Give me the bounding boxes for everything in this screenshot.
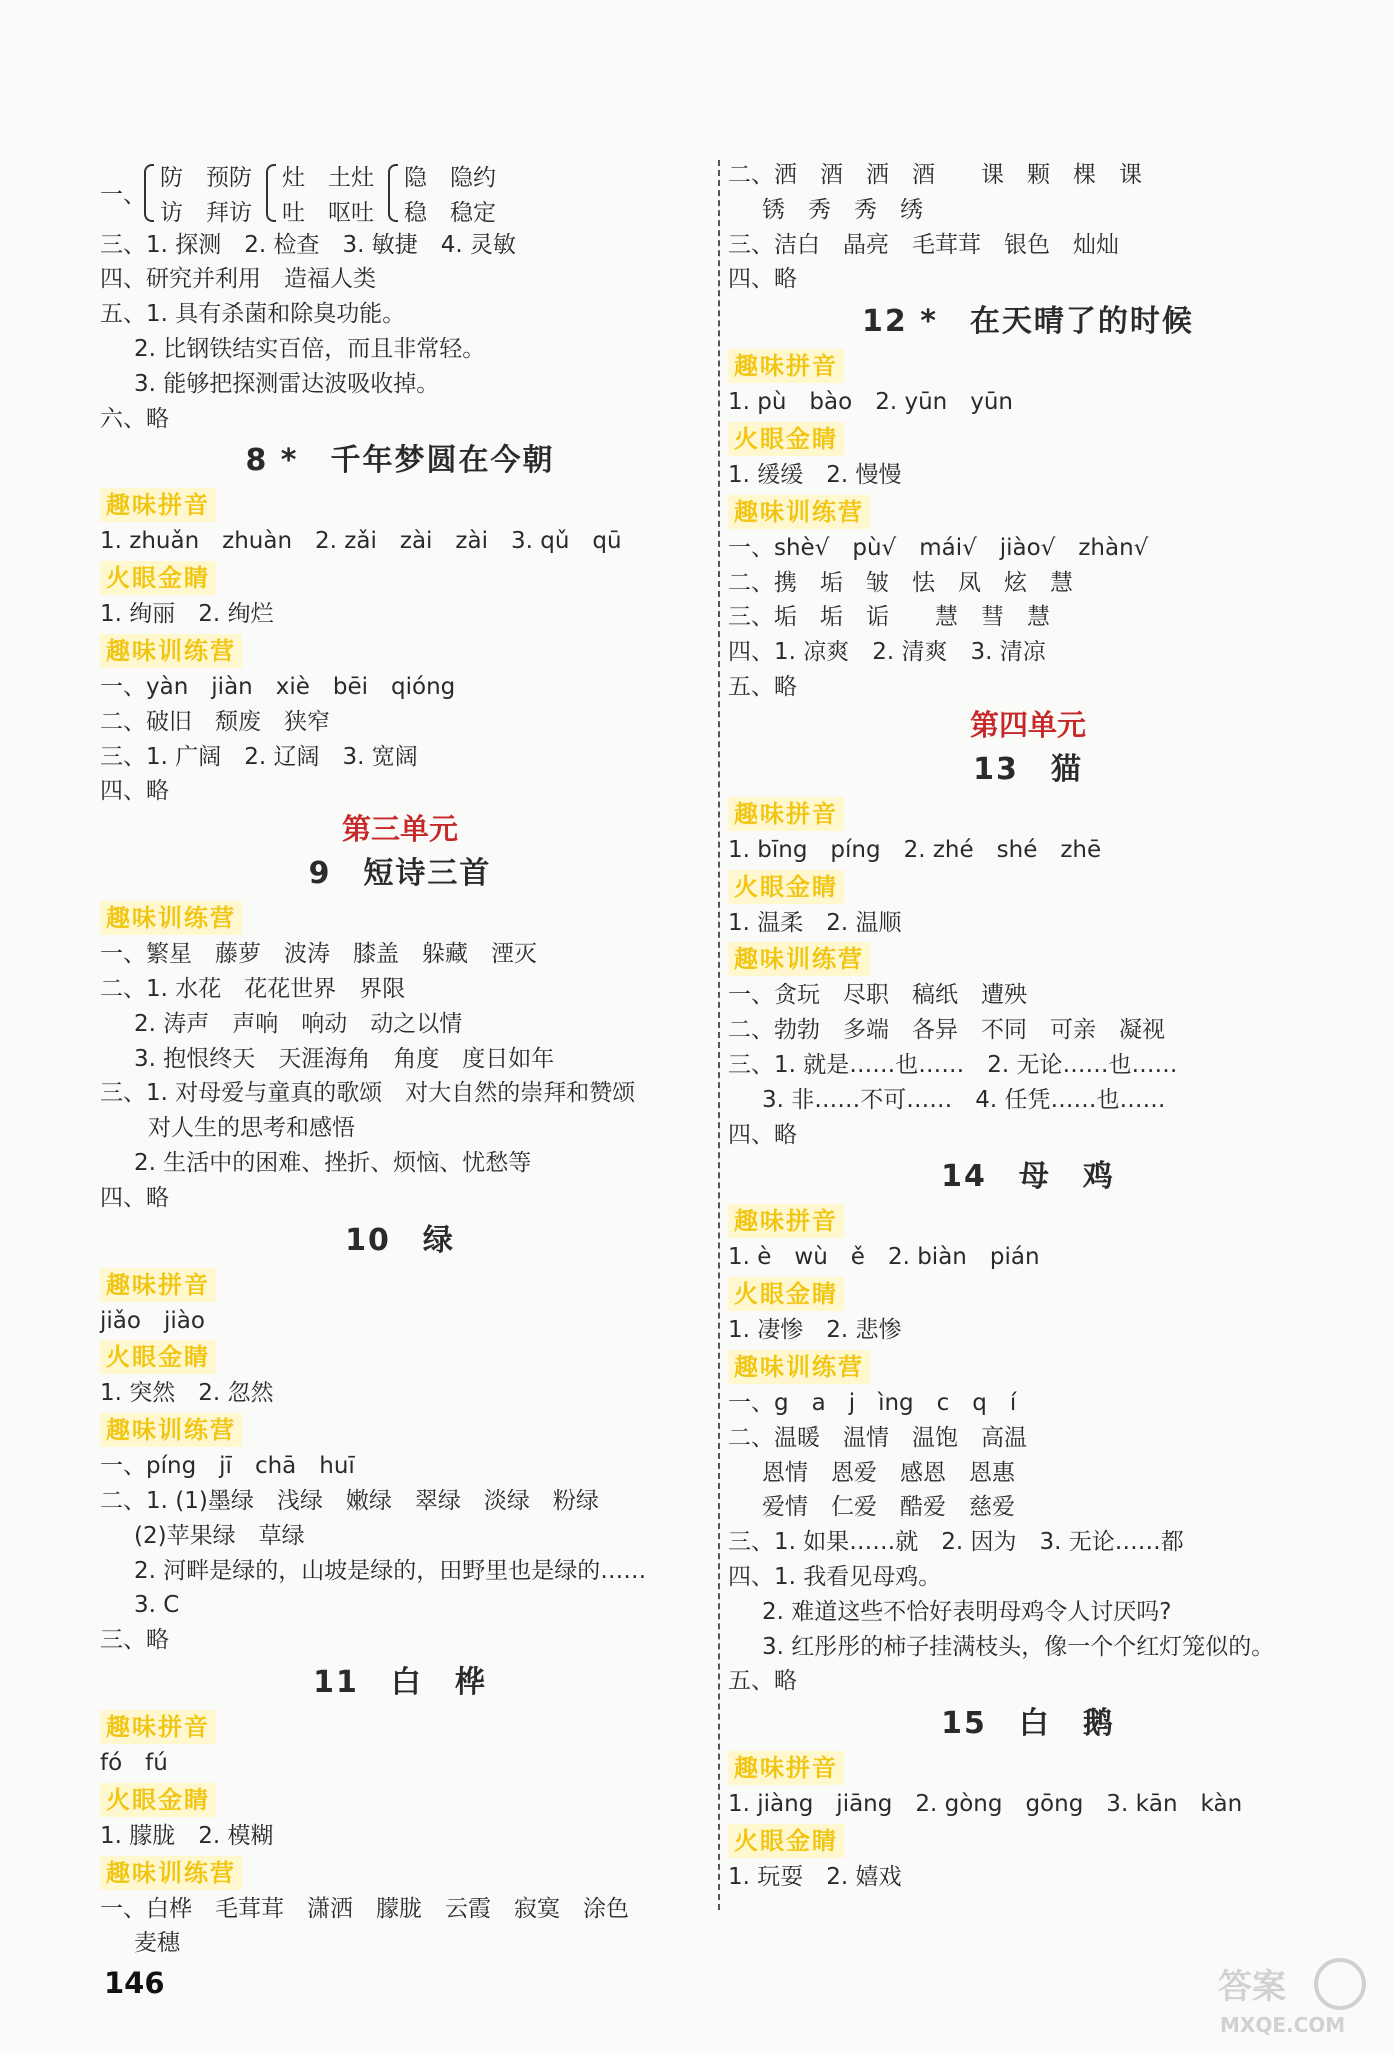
answer-line: 1. 缓缓 2. 慢慢 <box>728 461 902 488</box>
answer-line: 3. 抱恨终天 天涯海角 角度 度日如年 <box>134 1045 555 1072</box>
answer-line: 二、1. 水花 花花世界 界限 <box>100 975 406 1002</box>
answer-line: 1. 玩耍 2. 嬉戏 <box>728 1863 902 1890</box>
watermark-logo <box>1210 1950 1370 2040</box>
section-label: 趣味训练营 <box>100 634 242 668</box>
section-label: 趣味训练营 <box>728 942 870 976</box>
answer-line: 二、1. (1)墨绿 浅绿 嫩绿 翠绿 淡绿 粉绿 <box>100 1487 599 1514</box>
answer-line: fó fú <box>100 1749 168 1776</box>
answer-line: 3. C <box>134 1592 180 1619</box>
answer-line: 2. 涛声 声响 响动 动之以情 <box>134 1010 463 1037</box>
answer-line: 三、1. 探测 2. 检查 3. 敏捷 4. 灵敏 <box>100 231 517 258</box>
answer-line: 一、yàn jiàn xiè bēi qióng <box>100 673 456 700</box>
answer-line: 1. zhuǎn zhuàn 2. zǎi zài zài 3. qǔ qū <box>100 528 622 555</box>
word-pair: 隐 隐约 <box>404 164 496 191</box>
answer-line: 一、g a j ìng c q í <box>728 1389 1017 1416</box>
answer-line: 1. è wù ě 2. biàn pián <box>728 1244 1040 1271</box>
answer-line: 2. 生活中的困难、挫折、烦恼、忧愁等 <box>134 1149 532 1176</box>
answer-line: 二、破旧 颓废 狭窄 <box>100 708 330 735</box>
answer-line: 1. 温柔 2. 温顺 <box>728 909 902 936</box>
brace-icon <box>388 164 398 222</box>
answer-line: 一、píng jī chā huī <box>100 1453 355 1480</box>
homophone-groups <box>100 158 700 228</box>
answer-block <box>100 1892 700 1962</box>
answer-line: 3. 红彤彤的柿子挂满枝头，像一个个红灯笼似的。 <box>762 1633 1275 1660</box>
section-label: 趣味训练营 <box>728 495 870 529</box>
answer-line: 1. jiàng jiāng 2. gòng gōng 3. kān kàn <box>728 1791 1243 1818</box>
lesson-title: 15 白 鹅 <box>941 1706 1115 1742</box>
answer-block <box>100 937 700 1215</box>
answer-line: jiǎo jiào <box>100 1307 205 1334</box>
answer-line: 六、略 <box>100 405 169 432</box>
answer-line: 一、贪玩 尽职 稿纸 遭殃 <box>728 982 1027 1009</box>
section-label: 趣味拼音 <box>728 1751 844 1785</box>
lesson-title: 11 白 桦 <box>313 1664 487 1700</box>
brace-icon <box>266 164 276 222</box>
answer-line: 三、垢 垢 诟 慧 彗 慧 <box>728 604 1050 631</box>
answer-line: 五、1. 具有杀菌和除臭功能。 <box>100 301 406 328</box>
column-divider <box>718 160 720 1910</box>
answer-line: 1. 凄惨 2. 悲惨 <box>728 1317 902 1344</box>
section-label: 趣味拼音 <box>100 1268 216 1302</box>
word-pair: 访 拜访 <box>160 199 252 226</box>
section-label: 趣味训练营 <box>100 1413 242 1447</box>
section-label: 火眼金睛 <box>728 422 844 456</box>
section-label: 趣味训练营 <box>100 901 242 935</box>
answer-line: 二、洒 酒 洒 酒 课 颗 棵 课 <box>728 162 1142 188</box>
section-label: 火眼金睛 <box>100 1783 216 1817</box>
lesson-title: 13 猫 <box>973 751 1083 787</box>
answer-line: 四、1. 凉爽 2. 清爽 3. 清凉 <box>728 639 1046 666</box>
answer-line: 3. 非……不可…… 4. 任凭……也…… <box>762 1086 1166 1113</box>
answer-line: 1. bīng píng 2. zhé shé zhē <box>728 836 1102 863</box>
section-label: 趣味训练营 <box>728 1350 870 1384</box>
lesson-title: 12 * 在天晴了的时候 <box>862 304 1194 340</box>
answer-line: 麦穗 <box>134 1930 180 1957</box>
svg-text:答案: 答案 <box>1218 1967 1286 2007</box>
answer-line: 一、繁星 藤萝 波涛 膝盖 躲藏 湮灭 <box>100 941 537 968</box>
section-label: 火眼金睛 <box>728 870 844 904</box>
answer-line: 一、shè√ pù√ mái√ jiào√ zhàn√ <box>728 534 1149 561</box>
section-label: 火眼金睛 <box>100 1340 216 1374</box>
answer-line: 四、略 <box>100 1184 169 1211</box>
answer-block <box>728 978 1328 1152</box>
section-label: 火眼金睛 <box>728 1824 844 1858</box>
answer-line: 对人生的思考和感悟 <box>148 1115 355 1142</box>
answer-line: 四、1. 我看见母鸡。 <box>728 1563 942 1590</box>
answer-block <box>100 1449 700 1658</box>
answer-line: 三、1. 就是……也…… 2. 无论……也…… <box>728 1051 1178 1078</box>
answer-line: 二、勃勃 多端 各异 不同 可亲 凝视 <box>728 1017 1165 1044</box>
word-pair: 吐 呕吐 <box>282 199 374 226</box>
answer-line: 恩情 恩爱 感恩 恩惠 <box>762 1459 1015 1486</box>
answer-line: 四、研究并利用 造福人类 <box>100 266 376 293</box>
section-label: 火眼金睛 <box>728 1277 844 1311</box>
answer-line: 五、略 <box>728 673 797 700</box>
answer-line: 三、1. 如果……就 2. 因为 3. 无论……都 <box>728 1529 1184 1556</box>
page-number: 146 <box>104 1966 165 2000</box>
section-label: 趣味拼音 <box>100 488 216 522</box>
answer-line: 一、白桦 毛茸茸 潇洒 朦胧 云霞 寂寞 涂色 <box>100 1895 629 1922</box>
answer-line: 三、1. 广阔 2. 辽阔 3. 宽阔 <box>100 743 418 770</box>
answer-line: 3. 能够把探测雷达波吸收掉。 <box>134 370 440 397</box>
answer-line: 二、温暖 温情 温饱 高温 <box>728 1424 1027 1451</box>
left-column <box>100 158 700 1961</box>
answer-block <box>728 158 1328 297</box>
answer-line: 1. 绚丽 2. 绚烂 <box>100 601 274 628</box>
svg-text:MXQE.COM: MXQE.COM <box>1220 2013 1346 2037</box>
brace-group <box>388 158 496 228</box>
brace-icon <box>144 164 154 222</box>
answer-line: (2)苹果绿 草绿 <box>134 1522 305 1549</box>
section-label: 趣味拼音 <box>728 797 844 831</box>
answer-line: 1. pù bào 2. yūn yūn <box>728 389 1013 416</box>
answer-line: 爱情 仁爱 酷爱 慈爱 <box>762 1494 1015 1521</box>
answer-line: 2. 难道这些不恰好表明母鸡令人讨厌吗? <box>762 1598 1172 1625</box>
word-pair: 稳 稳定 <box>404 199 496 226</box>
section-label: 趣味拼音 <box>100 1710 216 1744</box>
answer-line: 2. 河畔是绿的，山坡是绿的，田野里也是绿的…… <box>134 1557 647 1584</box>
answer-line: 四、略 <box>728 1121 797 1148</box>
right-column <box>728 158 1328 1895</box>
brace-group <box>144 158 252 228</box>
item-number: 一、 <box>100 182 146 209</box>
unit-title: 第四单元 <box>969 707 1086 742</box>
section-label: 趣味拼音 <box>728 349 844 383</box>
section-label: 趣味训练营 <box>100 1856 242 1890</box>
lesson-title: 14 母 鸡 <box>941 1159 1115 1195</box>
word-pair: 防 预防 <box>160 164 252 191</box>
answer-line: 四、略 <box>100 778 169 805</box>
brace-group <box>266 158 374 228</box>
unit-title: 第三单元 <box>341 812 458 847</box>
answer-line: 三、略 <box>100 1627 169 1654</box>
section-label: 趣味拼音 <box>728 1204 844 1238</box>
answer-line: 锈 秀 秀 绣 <box>762 196 923 223</box>
word-pair: 灶 土灶 <box>282 164 374 191</box>
answer-line: 二、携 垢 皱 怯 凤 炫 慧 <box>728 569 1073 596</box>
answer-line: 2. 比钢铁结实百倍，而且非常轻。 <box>134 335 486 362</box>
answer-line: 1. 突然 2. 忽然 <box>100 1380 274 1407</box>
answer-line: 四、略 <box>728 266 797 293</box>
answer-line: 三、洁白 晶亮 毛茸茸 银色 灿灿 <box>728 231 1119 258</box>
answer-block <box>728 531 1328 705</box>
answer-line: 三、1. 对母爱与童真的歌颂 对大自然的崇拜和赞颂 <box>100 1080 636 1107</box>
answer-block <box>728 1386 1328 1699</box>
lesson-title: 9 短诗三首 <box>308 856 492 892</box>
section-label: 火眼金睛 <box>100 561 216 595</box>
answer-line: 五、略 <box>728 1668 797 1695</box>
lesson-title: 10 绿 <box>345 1222 455 1258</box>
lesson-title: 8 * 千年梦圆在今朝 <box>245 443 555 479</box>
answer-line: 1. 朦胧 2. 模糊 <box>100 1822 274 1849</box>
